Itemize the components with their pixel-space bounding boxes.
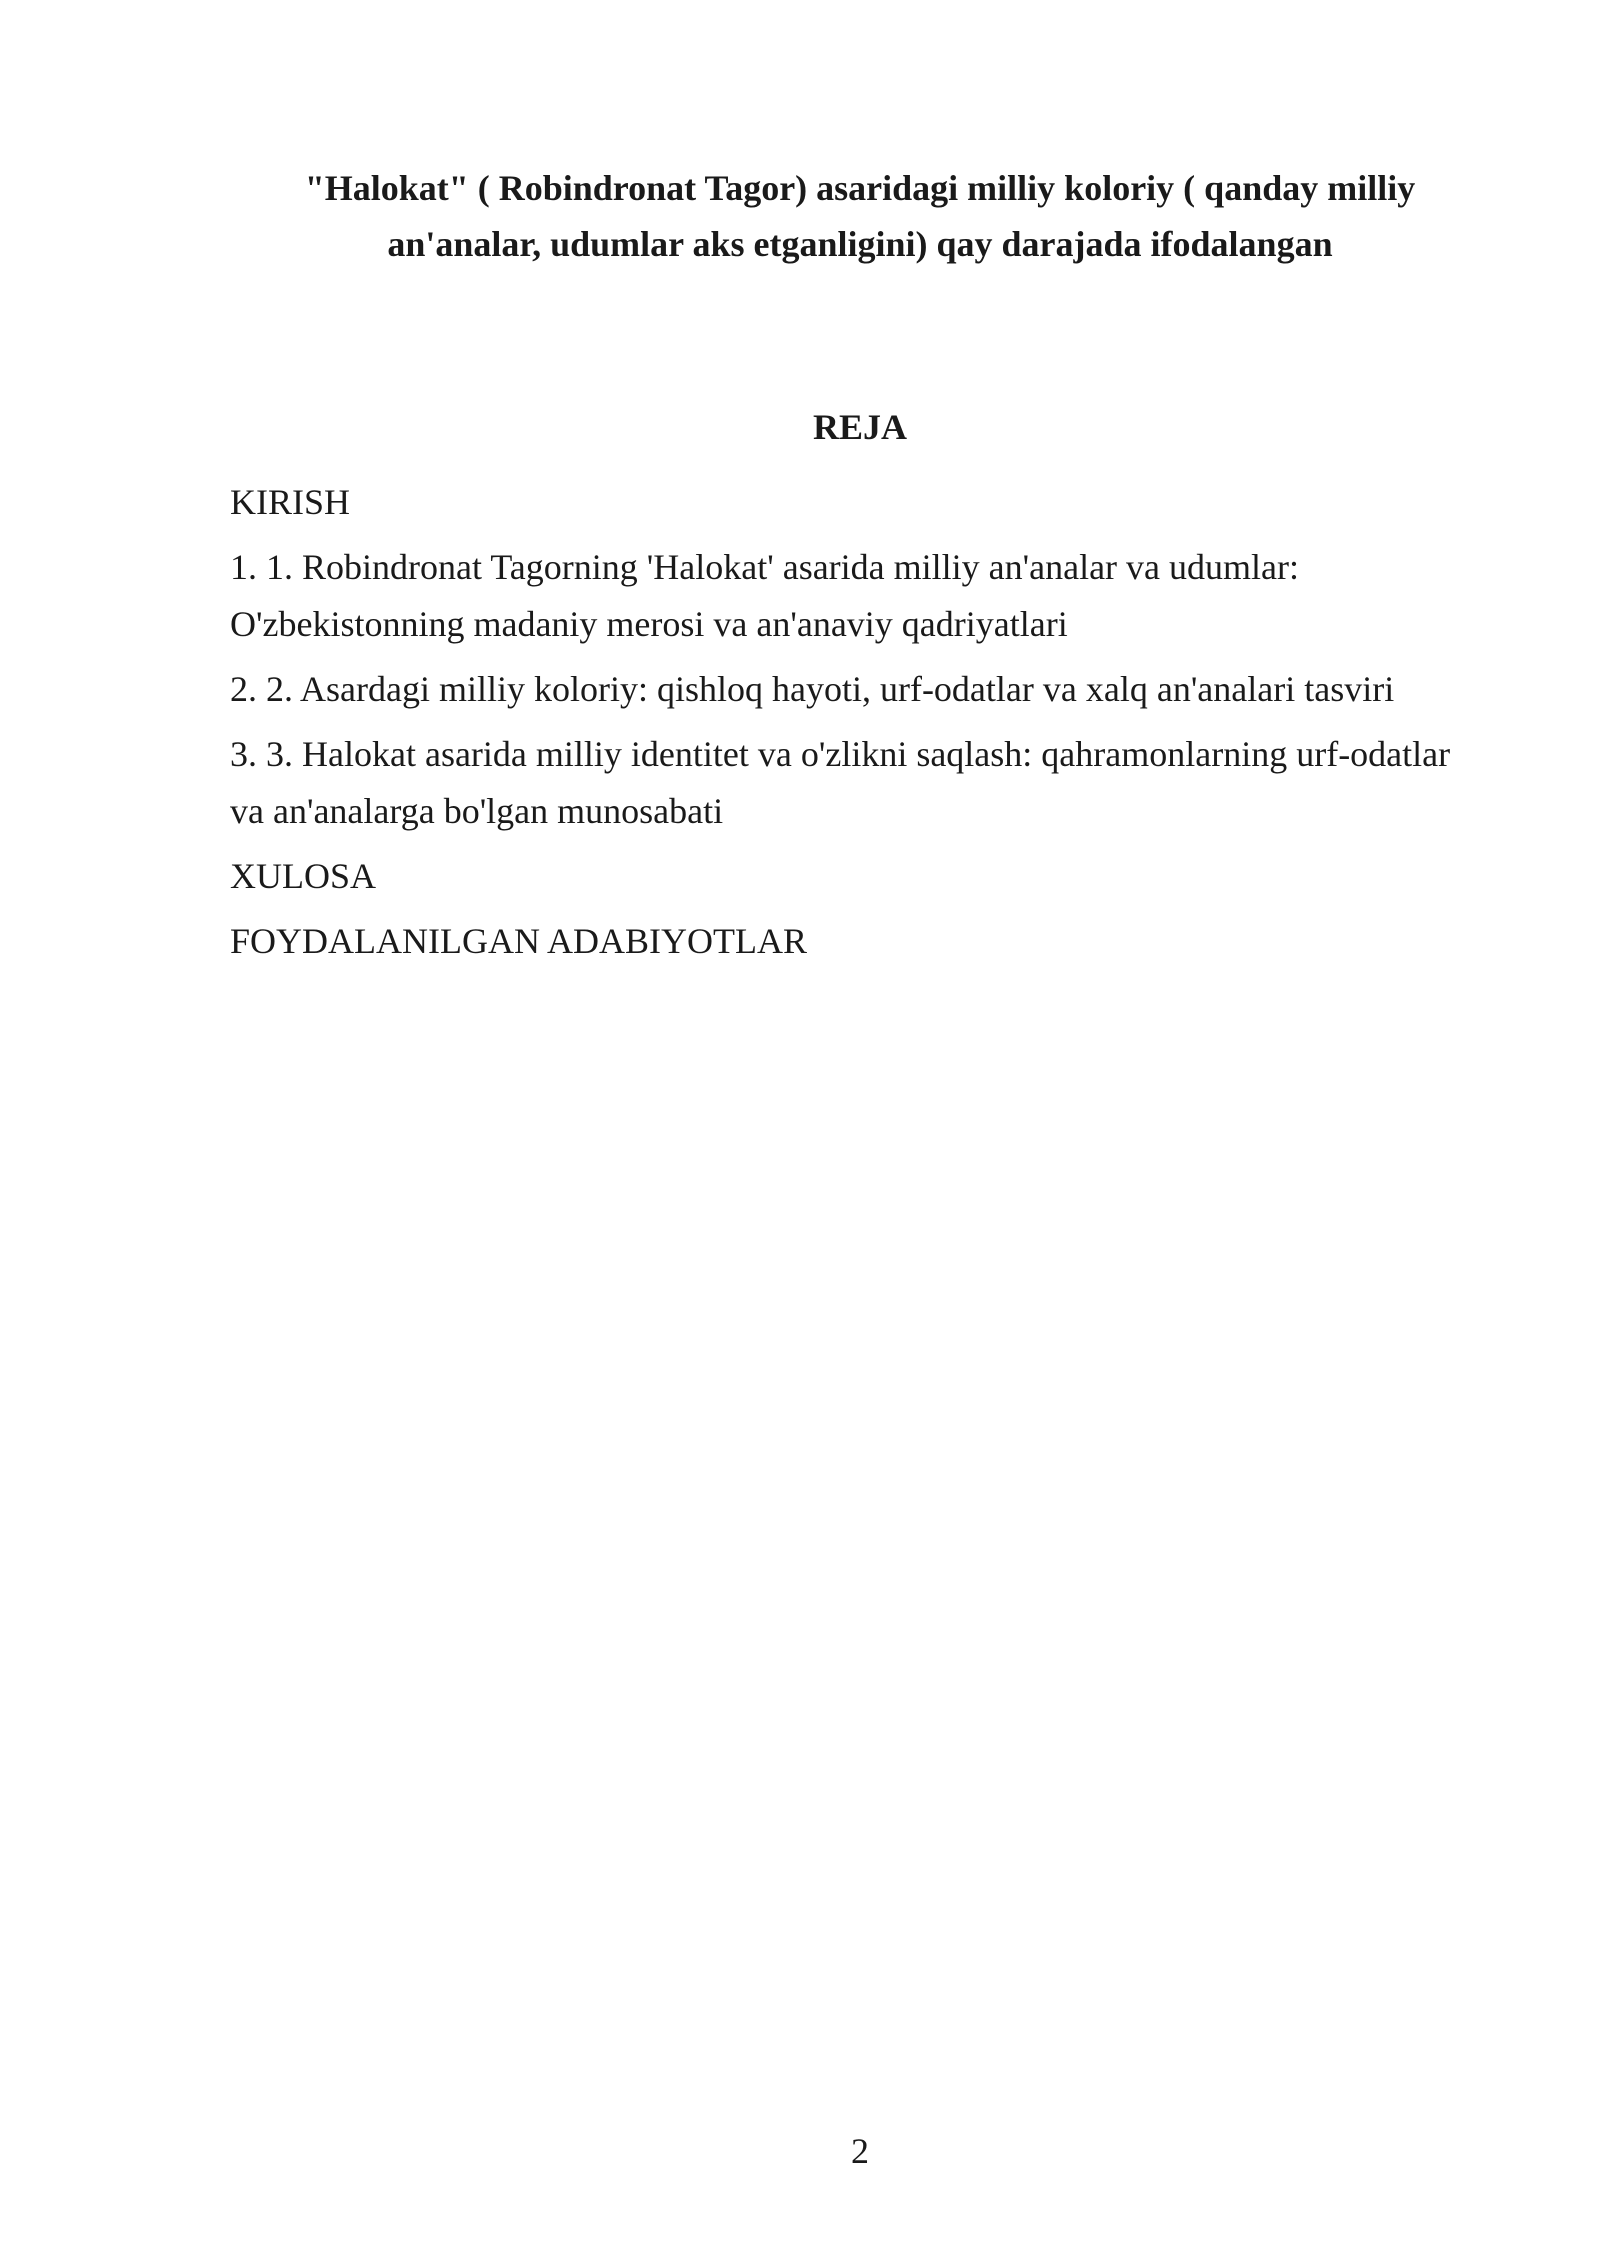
- plan-heading: REJA: [812, 407, 907, 447]
- document-title: "Halokat" ( Robindronat Tagor) asaridagi milliy koloriy ( qanday milliy an'analar, udumlar aks etganligini) qay darajada ifodalangan: [304, 168, 1416, 264]
- plan-item-conclusion: XULOSA: [230, 856, 377, 896]
- plan-item-intro: KIRISH: [230, 482, 351, 522]
- plan-item-2: 2. 2. Asardagi milliy koloriy: qishloq hayoti, urf-odatlar va xalq an'analari tasviri: [230, 669, 1395, 709]
- plan-item-3: 3. 3. Halokat asarida milliy identitet va o'zlikni saqlash: qahramonlarning urf-odatlar va an'analarga bo'lgan munosabati: [230, 734, 1451, 831]
- plan-item-1: 1. 1. Robindronat Tagorning 'Halokat' asarida milliy an'analar va udumlar: O'zbekistonning madaniy merosi va an'anaviy qadriyatlari: [230, 547, 1299, 644]
- page-number: 2: [851, 2131, 869, 2171]
- plan-item-references: FOYDALANILGAN ADABIYOTLAR: [230, 921, 807, 961]
- plan-list: [230, 474, 1470, 978]
